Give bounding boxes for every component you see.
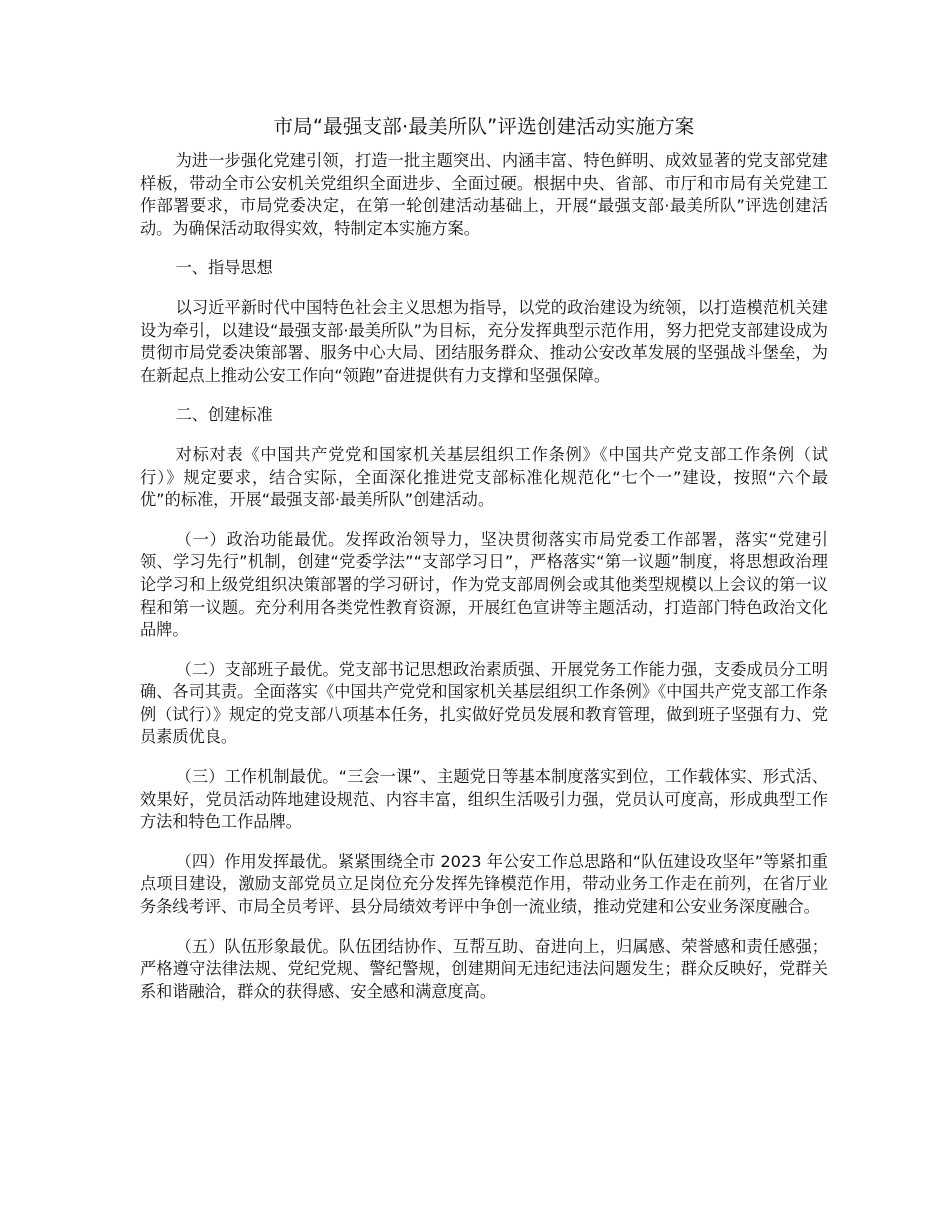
standard-item-branch-team: （二）支部班子最优。党支部书记思想政治素质强、开展党务工作能力强，支委成员分工明确、各司其责。全面落实《中国共产党党和国家机关基层组织工作条例》《中国共产党支部工作条例（试行）》规定的党支部八项基本任务，扎实做好党员发展和教育管理，做到班子坚强有力、党员素质优良。: [140, 659, 828, 747]
standard-item-political-function: （一）政治功能最优。发挥政治领导力，坚决贯彻落实市局党委工作部署，落实“党建引领、学习先行”机制，创建“党委学法”“支部学习日”，严格落实“第一议题”制度，将思想政治理论学习和上级党组织决策部署的学习研讨，作为党支部周例会或其他类型规模以上会议的第一议程和第一议题。充分利用各类党性教育资源，开展红色宣讲等主题活动，打造部门特色政治文化品牌。: [140, 529, 828, 640]
intro-paragraph: 为进一步强化党建引领，打造一批主题突出、内涵丰富、特色鲜明、成效显著的党支部党建样板，带动全市公安机关党组织全面进步、全面过硬。根据中央、省部、市厅和市局有关党建工作部署要求，市局党委决定，在第一轮创建活动基础上，开展“最强支部·最美所队”评选创建活动。为确保活动取得实效，特制定本实施方案。: [140, 151, 828, 238]
standard-item-team-image: （五）队伍形象最优。队伍团结协作、互帮互助、奋进向上，归属感、荣誉感和责任感强；严格遵守法律法规、党纪党规、警纪警规，创建期间无违纪违法问题发生；群众反映好，党群关系和谐融洽，群众的获得感、安全感和满意度高。: [140, 936, 828, 1001]
document-title: 市局“最强支部·最美所队”评选创建活动实施方案: [273, 115, 695, 138]
standard-item-role-play: （四）作用发挥最优。紧紧围绕全市 2023 年公安工作总思路和“队伍建设攻坚年”等紧扣重点项目建设，激励支部党员立足岗位充分发挥先锋模范作用，带动业务工作走在前列，在省厅业务条线考评、市局全员考评、县分局绩效考评中争创一流业绩，推动党建和公安业务深度融合。: [140, 851, 828, 917]
creation-standards-paragraph: 对标对表《中国共产党党和国家机关基层组织工作条例》《中国共产党支部工作条例（试行）》规定要求，结合实际，全面深化推进党支部标准化规范化“七个一”建设，按照“六个最优”的标准，开展“最强支部·最美所队”创建活动。: [140, 444, 828, 510]
standard-item-work-mechanism: （三）工作机制最优。“三会一课”、主题党日等基本制度落实到位，工作载体实、形式活、效果好，党员活动阵地建设规范、内容丰富，组织生活吸引力强，党员认可度高，形成典型工作方法和特色工作品牌。: [140, 767, 828, 832]
guiding-ideology-paragraph: 以习近平新时代中国特色社会主义思想为指导，以党的政治建设为统领，以打造模范机关建设为牵引，以建设“最强支部·最美所队”为目标，充分发挥典型示范作用，努力把党支部建设成为贯彻市局党委决策部署、服务中心大局、团结服务群众、推动公安改革发展的坚强战斗堡垒，为在新起点上推动公安工作向“领跑”奋进提供有力支撑和坚强保障。: [140, 297, 828, 385]
document-page: [140, 112, 828, 1020]
section-heading-guiding-ideology: 一、指导思想: [175, 258, 273, 278]
section-heading-creation-standards: 二、创建标准: [175, 405, 273, 425]
